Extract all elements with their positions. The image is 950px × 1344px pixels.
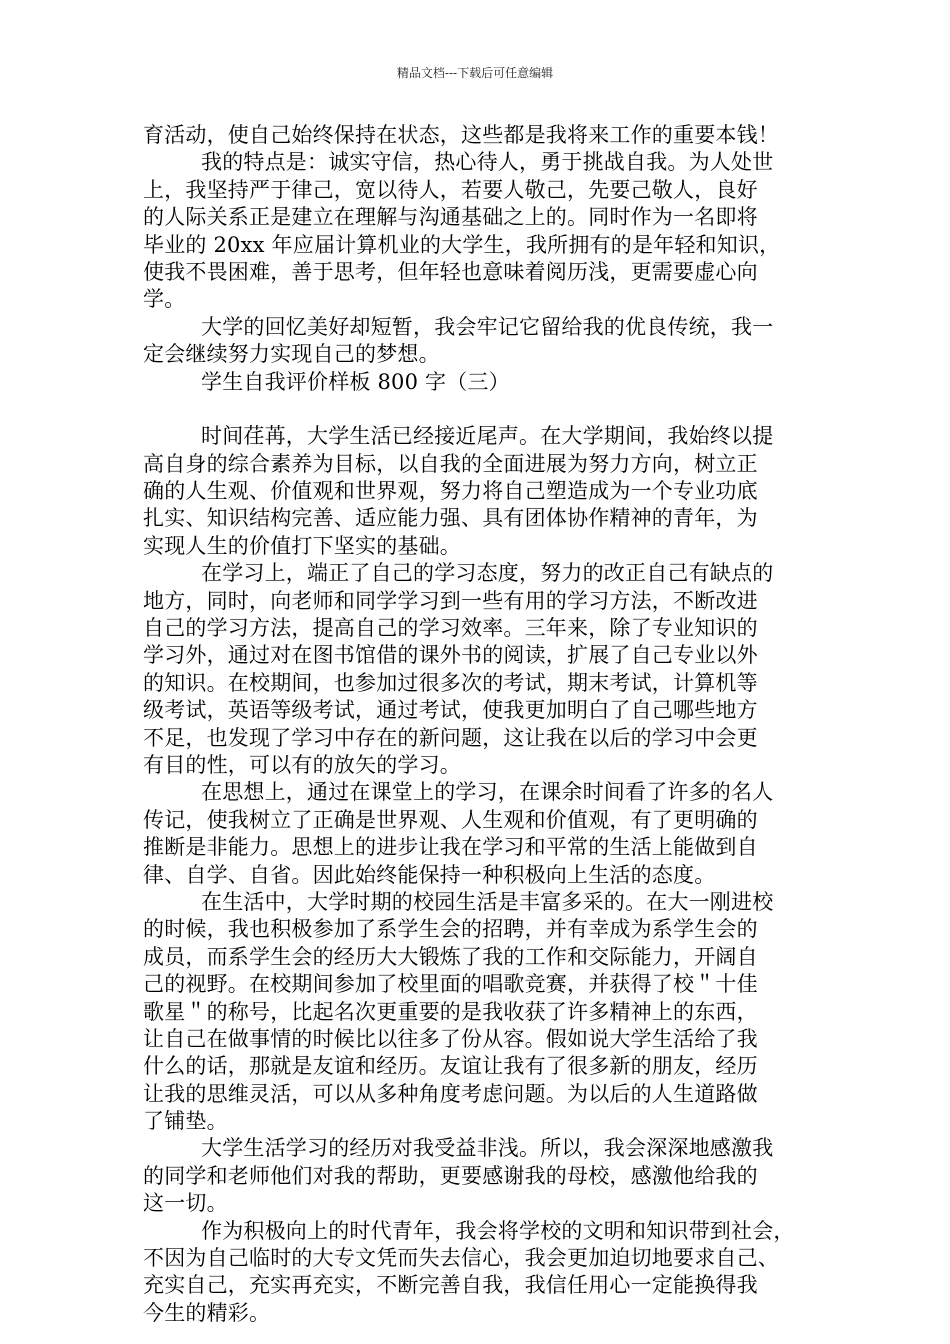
text-line: 在学习上，端正了自己的学习态度，努力的改正自己有缺点的 bbox=[201, 561, 774, 586]
text-line: 育活动，使自己始终保持在状态，这些都是我将来工作的重要本钱！ bbox=[143, 123, 779, 147]
text-line: 推断是非能力。思想上的进步让我在学习和平常的生活上能做到自 bbox=[143, 835, 758, 860]
text-line: 的时候，我也积极参加了系学生会的招聘，并有幸成为系学生会的 bbox=[143, 917, 758, 942]
text-line: 今生的精彩。 bbox=[143, 1300, 271, 1325]
text-line: 使我不畏困难，善于思考，但年轻也意味着阅历浅，更需要虚心向 bbox=[143, 259, 758, 284]
text-line: 了铺垫。 bbox=[143, 1109, 228, 1134]
text-line: 传记，使我树立了正确是世界观、人生观和价值观，有了更明确的 bbox=[143, 807, 758, 832]
text-line: 扎实、知识结构完善、适应能力强、具有团体协作精神的青年，为 bbox=[143, 506, 758, 531]
text-line: 高自身的综合素养为目标，以自我的全面进展为努力方向，树立正 bbox=[143, 451, 758, 476]
text-line: 不因为自己临时的大专文凭而失去信心，我会更加迫切地要求自己、 bbox=[143, 1246, 779, 1271]
text-line: 这一切。 bbox=[143, 1191, 228, 1216]
text-line: 上，我坚持严于律己，宽以待人，若要人敬己，先要己敬人，良好 bbox=[143, 177, 758, 202]
text-line: 歌星＂的称号，比起名次更重要的是我收获了许多精神上的东西， bbox=[143, 999, 758, 1024]
text-line: 级考试，英语等级考试，通过考试，使我更加明白了自己哪些地方 bbox=[143, 698, 758, 723]
text-line: 在思想上，通过在课堂上的学习，在课余时间看了许多的名人 bbox=[201, 780, 774, 805]
text-line: 学生自我评价样板 800 字（三） bbox=[201, 369, 510, 394]
text-line: 有目的性，可以有的放矢的学习。 bbox=[143, 752, 461, 777]
text-line: 的同学和老师他们对我的帮助，更要感谢我的母校，感激他给我的 bbox=[143, 1163, 758, 1188]
text-line: 我的特点是：诚实守信，热心待人，勇于挑战自我。为人处世 bbox=[201, 150, 774, 175]
text-line: 的知识。在校期间，也参加过很多次的考试，期末考试，计算机等 bbox=[143, 670, 758, 695]
text-line: 己的视野。在校期间参加了校里面的唱歌竞赛，并获得了校＂十佳 bbox=[143, 972, 758, 997]
text-line bbox=[143, 396, 821, 423]
text-line: 的人际关系正是建立在理解与沟通基础之上的。同时作为一名即将 bbox=[143, 205, 758, 230]
text-line: 大学的回忆美好却短暂，我会牢记它留给我的优良传统，我一 bbox=[201, 314, 774, 339]
text-line: 成员，而系学生会的经历大大锻炼了我的工作和交际能力，开阔自 bbox=[143, 944, 758, 969]
text-line: 时间荏苒，大学生活已经接近尾声。在大学期间，我始终以提 bbox=[201, 424, 774, 449]
text-line: 作为积极向上的时代青年，我会将学校的文明和知识带到社会， bbox=[201, 1218, 795, 1243]
text-line: 地方，同时，向老师和同学学习到一些有用的学习方法，不断改进 bbox=[143, 588, 758, 613]
text-line: 定会继续努力实现自己的梦想。 bbox=[143, 342, 440, 367]
text-line: 让我的思维灵活，可以从多种角度考虑问题。为以后的人生道路做 bbox=[143, 1081, 758, 1106]
text-line: 实现人生的价值打下坚实的基础。 bbox=[143, 533, 461, 558]
text-line: 律、自学、自省。因此始终能保持一种积极向上生活的态度。 bbox=[143, 862, 716, 887]
text-line: 让自己在做事情的时候比以往多了份从容。假如说大学生活给了我 bbox=[143, 1026, 758, 1051]
text-line: 确的人生观、价值观和世界观，努力将自己塑造成为一个专业功底 bbox=[143, 479, 758, 504]
text-line: 大学生活学习的经历对我受益非浅。所以，我会深深地感激我 bbox=[201, 1136, 774, 1161]
text-line: 学。 bbox=[143, 287, 186, 312]
text-line: 自己的学习方法，提高自己的学习效率。三年来，除了专业知识的 bbox=[143, 616, 758, 641]
document-body bbox=[143, 122, 821, 1327]
page-header: 精品文档---下载后可任意编辑 bbox=[396, 66, 554, 80]
text-line: 什么的话，那就是友谊和经历。友谊让我有了很多新的朋友，经历 bbox=[143, 1054, 758, 1079]
text-line: 不足，也发现了学习中存在的新问题，这让我在以后的学习中会更 bbox=[143, 725, 758, 750]
text-line: 毕业的 20xx 年应届计算机业的大学生，我所拥有的是年轻和知识， bbox=[143, 232, 781, 257]
text-line: 学习外，通过对在图书馆借的课外书的阅读，扩展了自己专业以外 bbox=[143, 643, 758, 668]
text-line: 在生活中，大学时期的校园生活是丰富多采的。在大一刚进校 bbox=[201, 889, 774, 914]
text-line: 充实自己，充实再充实，不断完善自我，我信任用心一定能换得我 bbox=[143, 1273, 758, 1298]
